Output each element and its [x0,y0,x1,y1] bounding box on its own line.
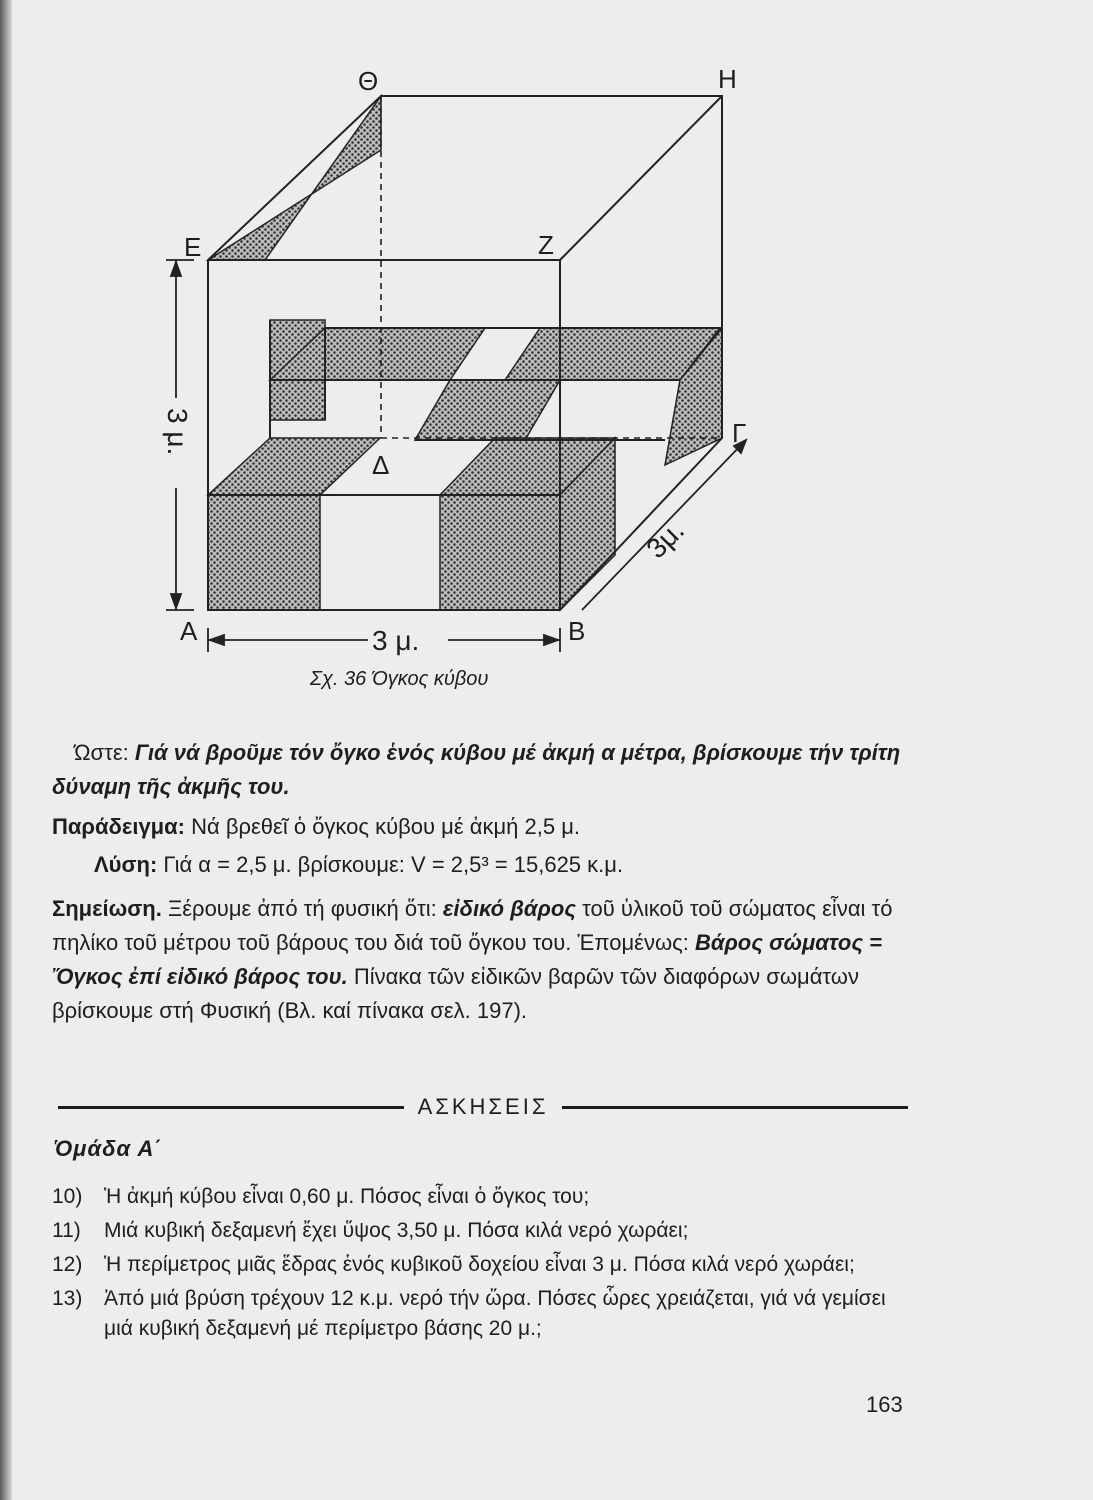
vertex-eta: Η [718,64,737,94]
vertex-zeta: Ζ [538,230,554,260]
note-label: Σημείωση. [52,896,162,921]
solution-text: Γιά α = 2,5 μ. βρίσκουμε: V = 2,5³ = 15,625 κ.μ. [157,852,624,877]
example-paragraph [52,810,912,844]
exercise-number: 10) [52,1185,83,1208]
vertex-beta: Β [568,616,586,646]
exercise-text: Ἀπό μιά βρύση τρέχουν 12 κ.μ. νερό τήν ὥρα. Πόσες ὧρες χρειάζεται, γιά νά γεμίσει μιά κυβική δεξαμενή μέ περίμετρο βάσης 20 μ.; [104,1287,886,1340]
conclusion-prefix: Ώστε: [74,740,135,765]
exercise-list [52,1182,912,1348]
cube-diagram [150,60,790,700]
vertex-gamma: Γ [732,418,747,448]
note-term: εἰδικό βάρος [442,896,576,921]
note-part1: Ξέρουμε ἀπό τή φυσική ὅτι: [161,896,443,921]
exercise-text: Ἡ περίμετρος μιᾶς ἕδρας ἑνός κυβικοῦ δοχείου εἶναι 3 μ. Πόσα κιλά νερό χωράει; [104,1253,855,1276]
bottom-block-left-front [208,495,320,610]
group-a-title: Ὁμάδα Α΄ [54,1136,163,1161]
note-part3: Πίνακα τῶν εἰδικῶν βαρῶν τῶν διαφόρων σωμάτων βρίσκουμε στή Φυσική (Βλ. καί πίνακα σελ. 197). [52,964,859,1023]
dimension-depth: 3μ. [640,514,691,565]
vertex-theta: Θ [358,66,379,96]
dimension-height: 3 μ. [162,408,193,456]
vertex-alpha: Α [180,616,198,646]
exercises-section-header [58,1092,908,1122]
figure-caption: Σχ. 36 Όγκος κύβου [310,668,489,690]
bottom-block-right-front [440,495,560,610]
exercise-item [52,1250,912,1280]
conclusion-paragraph [52,736,912,804]
middle-layer-shade-front [415,380,560,440]
header-rule-right [562,1106,908,1109]
exercises-title: ΑΣΚΗΣΕΙΣ [417,1094,549,1119]
solution-paragraph [52,848,912,882]
note-formula: Βάρος σώματος = Ὄγκος ἐπί εἰδικό βάρος του. [52,930,883,989]
exercise-text: Μιά κυβική δεξαμενή ἔχει ὕψος 3,50 μ. Πόσα κιλά νερό χωράει; [104,1219,689,1242]
solution-label: Λύση: [94,852,158,877]
dimension-width: 3 μ. [372,625,420,656]
cube-figure [150,60,790,700]
exercise-item [52,1284,912,1344]
header-rule-left [58,1106,404,1109]
bottom-block-left-top [208,438,380,495]
exercise-item [52,1216,912,1246]
note-part2: τοῦ ὑλικοῦ τοῦ σώματος εἶναι τό πηλίκο τοῦ μέτρου τοῦ βάρους του διά τοῦ ὄγκου του. Ἑπομένως: [52,896,893,955]
note-paragraph [52,892,912,1028]
page-binding-shadow [0,0,12,1500]
exercise-number: 12) [52,1253,83,1276]
conclusion-rule: Γιά νά βροῦμε τόν ὄγκο ἑνός κύβου μέ ἀκμή α μέτρα, βρίσκουμε τήν τρίτη δύναμη τῆς ἀκμῆς του. [52,740,901,799]
exercise-number: 13) [52,1287,83,1310]
example-text: Νά βρεθεῖ ὁ ὄγκος κύβου μέ ἀκμή 2,5 μ. [185,814,581,839]
exercise-number: 11) [52,1219,81,1242]
example-label: Παράδειγμα: [52,814,185,839]
page-number: 163 [866,1392,903,1417]
exercise-item [52,1182,912,1212]
vertex-delta: Δ [372,450,390,480]
exercise-text: Ἡ ἀκμή κύβου εἶναι 0,60 μ. Πόσος εἶναι ὁ ὄγκος του; [104,1185,590,1208]
vertex-epsilon: Ε [184,232,202,262]
